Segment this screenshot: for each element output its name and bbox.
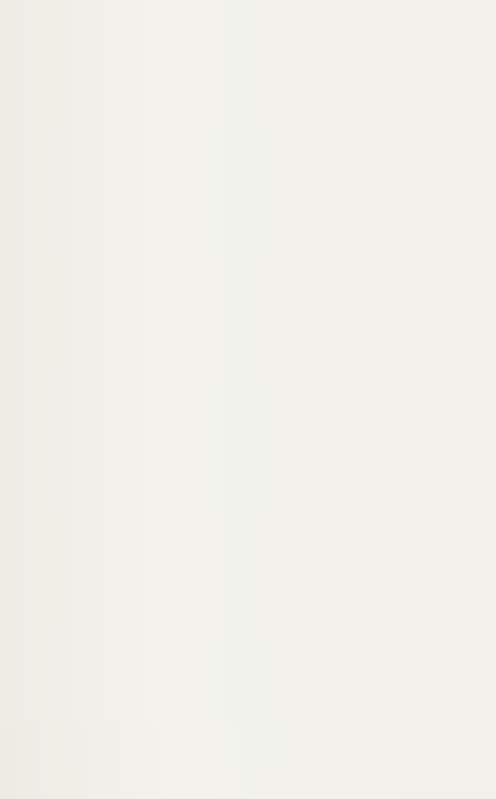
- toc-entry[interactable]: [30, 707, 480, 723]
- table-of-contents: [30, 52, 480, 723]
